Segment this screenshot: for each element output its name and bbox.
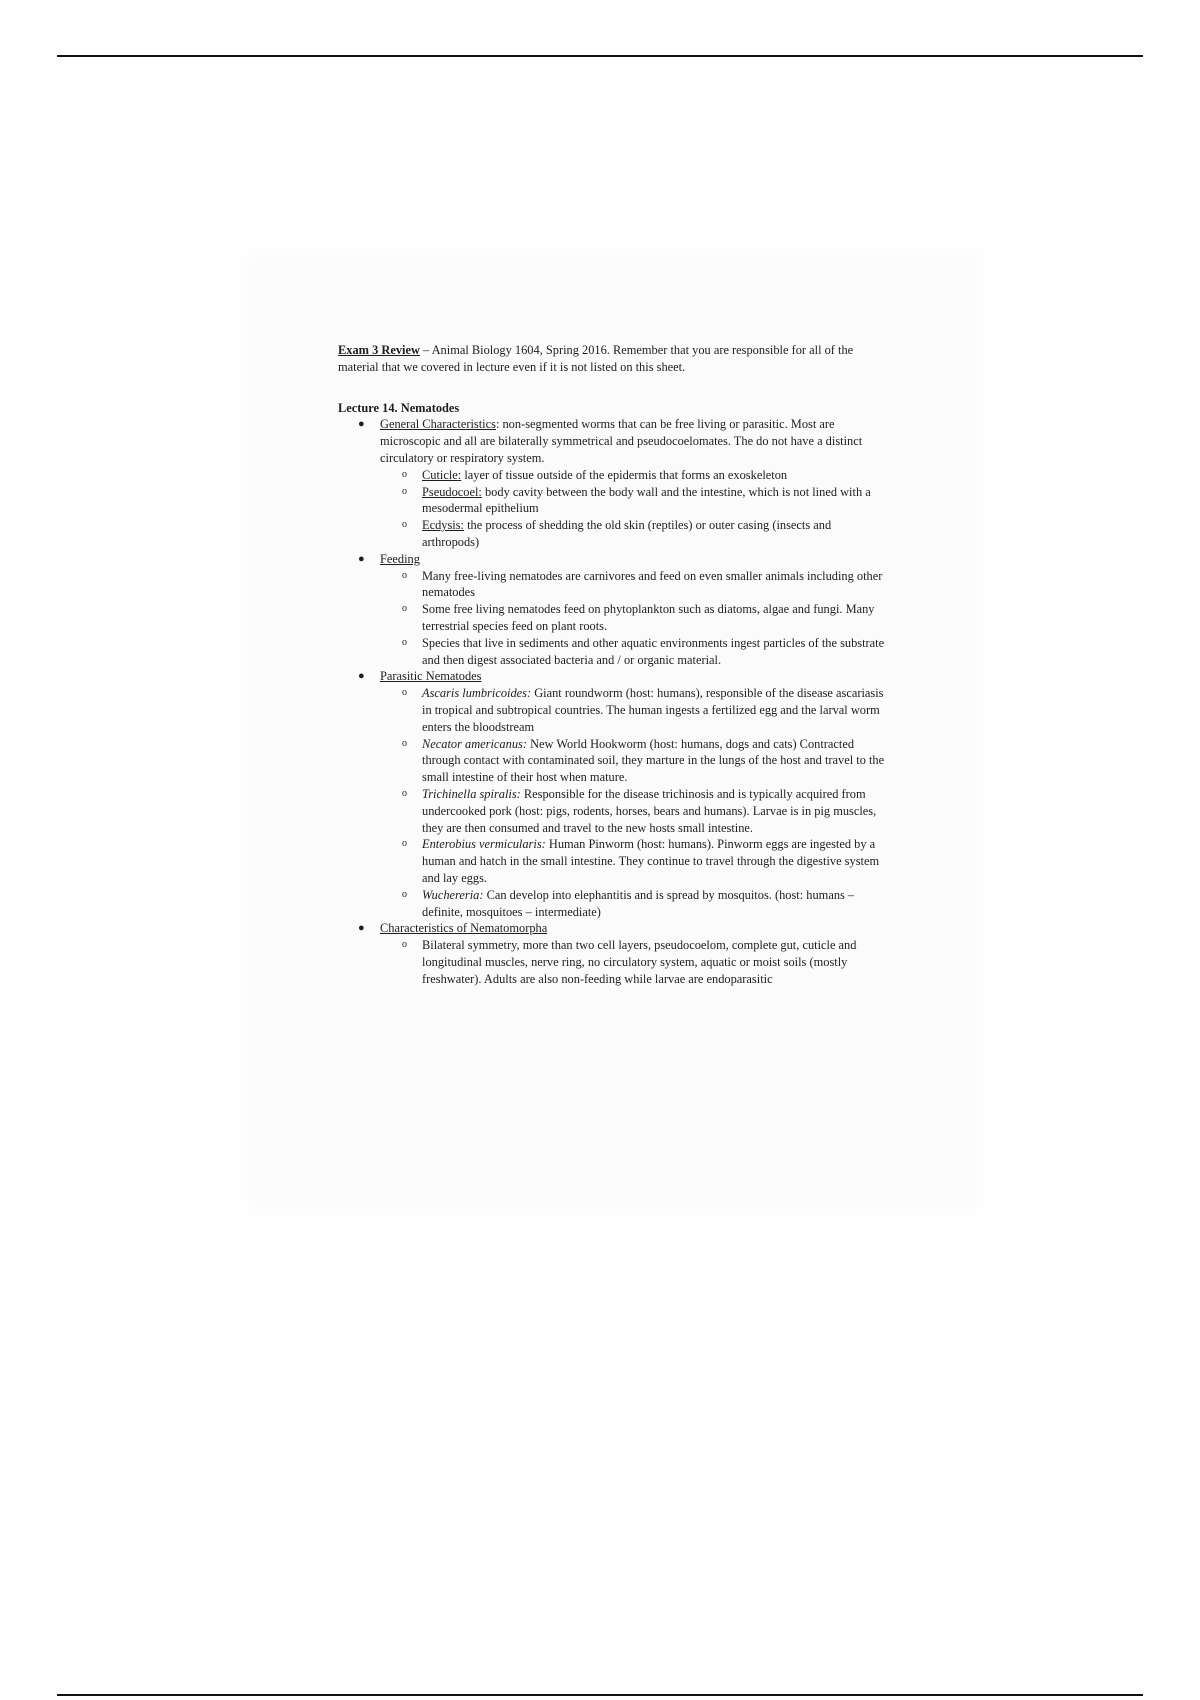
list-item [380, 635, 890, 669]
circle-bullet-icon: o [402, 787, 407, 799]
subtopic-list [380, 937, 890, 987]
list-item [380, 484, 890, 518]
list-item [380, 685, 890, 735]
circle-bullet-icon: o [402, 888, 407, 900]
lecture-title: Lecture 14. Nematodes [338, 400, 460, 415]
topic-general [338, 416, 890, 550]
circle-bullet-icon: o [402, 636, 407, 648]
subtopic-list [380, 685, 890, 920]
circle-bullet-icon: o [402, 485, 407, 497]
item-text: Many free-living nematodes are carnivores and feed on even smaller animals including other nematodes [422, 568, 883, 600]
bullet-icon: ● [358, 922, 365, 935]
term: Cuticle: [422, 467, 462, 482]
list-item [380, 887, 890, 921]
definition: body cavity between the body wall and the intestine, which is not lined with a mesodermal epithelium [422, 484, 871, 516]
term: Ecdysis: [422, 518, 464, 533]
bullet-icon: ● [358, 552, 365, 565]
circle-bullet-icon: o [402, 838, 407, 850]
topic-nematomorpha [338, 920, 890, 987]
list-item [380, 467, 890, 484]
circle-bullet-icon: o [402, 468, 407, 480]
species-description: Responsible for the disease trichinosis and is typically acquired from undercooked pork (host: pigs, rodents, horses, bears and humans). Larvae is in pig muscles, they are then consumed and travel to the new hosts small intestine. [422, 786, 877, 835]
species-description: Human Pinworm (host: humans). Pinworm eggs are ingested by a human and hatch in the small intestine. They continue to travel through the digestive system and lay eggs. [422, 837, 880, 885]
topic-heading: Feeding [380, 551, 420, 566]
list-item [380, 517, 890, 551]
list-item [380, 601, 890, 635]
subtopic-list [380, 568, 890, 669]
list-item [380, 937, 890, 987]
item-text: Species that live in sediments and other aquatic environments ingest particles of the substrate and then digest associated bacteria and / or organic material. [422, 635, 885, 667]
topic-heading: General Characteristics [380, 417, 496, 432]
species-name: Trichinella spiralis: [422, 786, 521, 801]
topic-list [338, 416, 890, 987]
species-description: New World Hookworm (host: humans, dogs and cats) Contracted through contact with contaminated soil, they marture in the lungs of the host and travel to the small intestine of their host when mature. [422, 736, 885, 785]
bullet-icon: ● [358, 670, 365, 683]
species-name: Enterobius vermicularis: [422, 837, 546, 852]
species-description: Can develop into elephantitis and is spread by mosquitos. (host: humans – definite, mosquitoes – intermediate) [422, 887, 855, 919]
list-item [380, 836, 890, 886]
circle-bullet-icon: o [402, 687, 407, 699]
bullet-icon: ● [358, 418, 365, 431]
circle-bullet-icon: o [402, 569, 407, 581]
topic-text: : non-segmented worms that can be free living or parasitic. Most are microscopic and all are bilaterally symmetrical and pseudocoelomates. The do not have a distinct circulatory or respiratory system. [380, 417, 863, 465]
definition: layer of tissue outside of the epidermis that forms an exoskeleton [461, 467, 788, 482]
circle-bullet-icon: o [402, 737, 407, 749]
species-name: Wuchereria: [422, 887, 484, 902]
list-item [380, 736, 890, 786]
species-description: Giant roundworm (host: humans), responsible of the disease ascariasis in tropical and subtropical countries. The human ingests a fertilized egg and the larval worm enters the bloodstream [422, 686, 884, 734]
intro-paragraph [338, 342, 890, 376]
sheet-title: Exam 3 Review [338, 343, 420, 357]
circle-bullet-icon: o [402, 939, 407, 951]
intro-text: – Animal Biology 1604, Spring 2016. Remember that you are responsible for all of the material that we covered in lecture even if it is not listed on this sheet. [338, 343, 854, 374]
list-item [380, 568, 890, 602]
top-rule [57, 55, 1143, 57]
item-text: Bilateral symmetry, more than two cell layers, pseudocoelom, complete gut, cuticle and longitudinal muscles, nerve ring, no circulatory system, aquatic or moist soils (mostly freshwater). Adults are also non-feeding while larvae are endoparasitic [422, 938, 857, 986]
species-name: Necator americanus: [422, 736, 527, 751]
circle-bullet-icon: o [402, 603, 407, 615]
topic-parasitic [338, 668, 890, 920]
topic-heading: Parasitic Nematodes [380, 669, 482, 684]
topic-feeding [338, 551, 890, 669]
topic-heading: Characteristics of Nematomorpha [380, 921, 548, 936]
review-sheet [338, 342, 890, 987]
bottom-rule [57, 1694, 1143, 1696]
circle-bullet-icon: o [402, 519, 407, 531]
species-name: Ascaris lumbricoides: [422, 686, 532, 701]
subtopic-list [380, 467, 890, 551]
list-item [380, 786, 890, 836]
term: Pseudocoel: [422, 484, 482, 499]
definition: the process of shedding the old skin (reptiles) or outer casing (insects and arthropods) [422, 518, 832, 549]
item-text: Some free living nematodes feed on phytoplankton such as diatoms, algae and fungi. Many terrestrial species feed on plant roots. [422, 602, 875, 633]
